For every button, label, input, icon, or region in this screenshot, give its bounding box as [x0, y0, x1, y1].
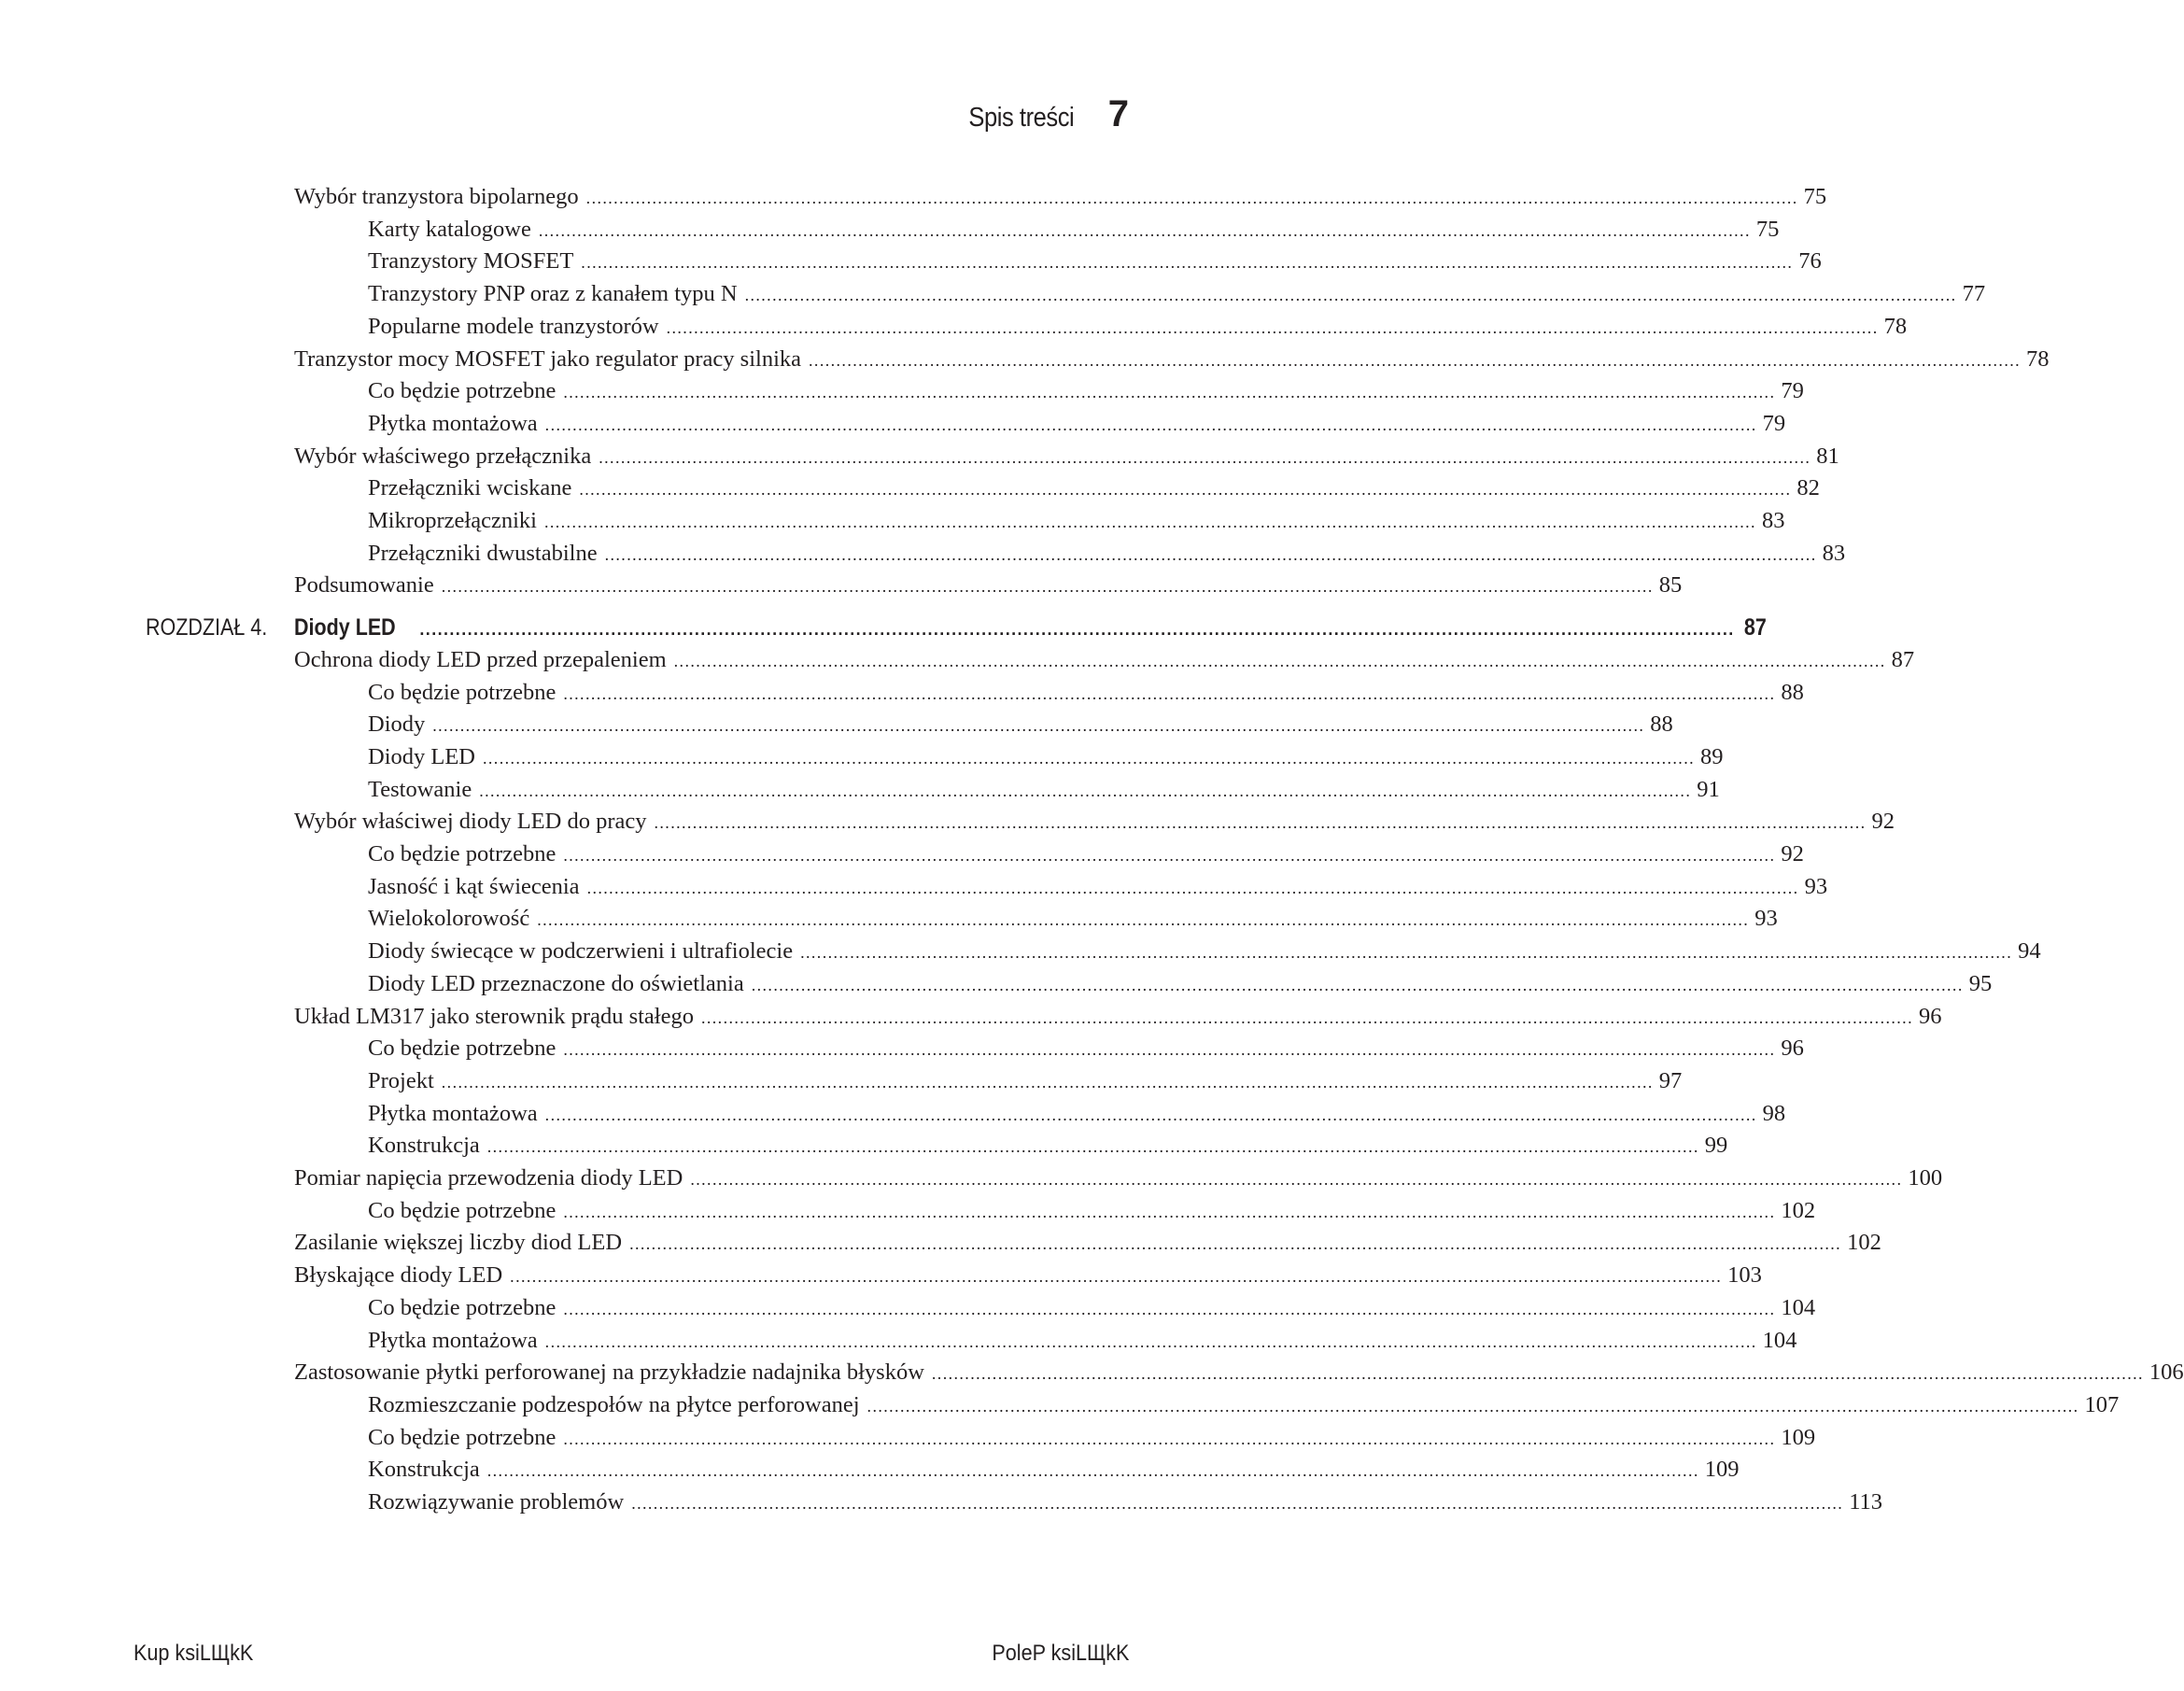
toc-subsection[interactable] [368, 1035, 1804, 1064]
dot-leader: ............................................................................................................................................................................................................................ [800, 943, 2013, 963]
dot-leader: ............................................................................................................................................................................................................................ [931, 1364, 2144, 1384]
toc-entry-title: Zasilanie większej liczby diod LED [294, 1230, 623, 1256]
toc-subsection[interactable] [368, 216, 1780, 245]
toc-section[interactable] [294, 1229, 1881, 1258]
toc-subsection[interactable] [368, 840, 1804, 869]
toc-entry-page: 89 [1700, 743, 1724, 769]
toc-entry-page: 94 [2018, 938, 2041, 965]
toc-entry-page: 109 [1781, 1424, 1816, 1450]
toc-section[interactable] [294, 571, 1683, 600]
toc-entry-title: Błyskające diody LED [294, 1262, 503, 1289]
toc-section[interactable] [294, 1359, 2184, 1388]
toc-section[interactable] [294, 1003, 1942, 1032]
dot-leader: ............................................................................................................................................................................................................................ [629, 1234, 1842, 1254]
toc-subsection[interactable] [368, 1424, 1816, 1453]
toc-entry-page: 92 [1871, 809, 1895, 835]
toc-subsection[interactable] [368, 1067, 1683, 1096]
toc-entry-title: Wybór tranzystora bipolarnego [294, 184, 579, 209]
toc-entry-page: 104 [1762, 1327, 1797, 1353]
toc-subsection[interactable] [368, 1327, 1797, 1356]
page-header [954, 93, 1129, 135]
toc-subsection[interactable] [368, 1197, 1816, 1226]
toc-entry-title: Rozwiązywanie problemów [368, 1489, 625, 1515]
dot-leader: ............................................................................................................................................................................................................................ [543, 513, 1756, 531]
dot-leader: ............................................................................................................................................................................................................................ [867, 1396, 2079, 1416]
toc-subsection[interactable] [368, 743, 1724, 772]
dot-leader: ............................................................................................................................................................................................................................ [585, 189, 1798, 207]
dot-leader: ............................................................................................................................................................................................................................ [654, 813, 1867, 833]
toc-subsection[interactable] [368, 507, 1785, 536]
dot-leader: ............................................................................................................................................................................................................................ [441, 577, 1654, 597]
toc-entry-page: 92 [1781, 841, 1804, 867]
dot-leader: ............................................................................................................................................................................................................................ [581, 253, 1794, 273]
toc-section[interactable] [294, 646, 1915, 675]
toc-subsection[interactable] [368, 873, 1828, 902]
buy-book-link[interactable]: Kup ksiLЩkK [134, 1641, 254, 1666]
dot-leader: ............................................................................................................................................................................................................................ [483, 748, 1695, 768]
toc-entry-title: Co będzie potrzebne [368, 1036, 557, 1062]
dot-leader: ............................................................................................................................................................................................................................ [744, 286, 1957, 305]
toc-entry-title: Płytka montażowa [368, 1327, 538, 1353]
toc-entry-title: Co będzie potrzebne [368, 1197, 557, 1223]
toc-entry-page: 83 [1761, 508, 1785, 533]
toc-entry-title: Co będzie potrzebne [368, 841, 557, 867]
toc-entry-page: 75 [1755, 216, 1780, 242]
toc-subsection[interactable] [368, 474, 1820, 503]
toc-entry-page: 75 [1803, 184, 1827, 209]
toc-section[interactable] [294, 443, 1839, 472]
toc-subsection[interactable] [368, 247, 1822, 276]
toc-entry-page: 83 [1822, 540, 1846, 566]
toc-entry-page: 85 [1658, 572, 1683, 599]
toc-entry-page: 79 [1762, 410, 1786, 436]
dot-leader: ............................................................................................................................................................................................................................ [510, 1267, 1723, 1287]
dot-leader: ............................................................................................................................................................................................................................ [563, 846, 1776, 865]
toc-entry-page: 113 [1849, 1489, 1883, 1515]
toc-entry-title: Co będzie potrzebne [368, 1294, 557, 1320]
toc-entry-page: 100 [1908, 1165, 1943, 1191]
toc-section[interactable] [294, 1164, 1943, 1193]
toc-entry-title: Konstrukcja [368, 1457, 480, 1483]
page-number: 7 [1107, 93, 1129, 134]
dot-leader: ............................................................................................................................................................................................................................ [809, 350, 2022, 370]
toc-entry-title: Zastosowanie płytki perforowanej na przykładzie nadajnika błysków [294, 1360, 924, 1386]
toc-entry-page: 87 [1743, 614, 1767, 641]
dot-leader: ............................................................................................................................................................................................................................ [537, 910, 1750, 930]
toc-entry-title: Rozmieszczanie podzespołów na płytce perforowanej [368, 1391, 860, 1417]
toc-section[interactable] [294, 808, 1895, 837]
toc-entry-title: Płytka montażowa [368, 410, 538, 436]
dot-leader: ............................................................................................................................................................................................................................ [441, 1072, 1654, 1092]
toc-entry-title: Tranzystory MOSFET [368, 248, 574, 275]
toc-entry-page: 102 [1847, 1230, 1881, 1256]
running-title: Spis treści [968, 103, 1075, 133]
dot-leader: ............................................................................................................................................................................................................................ [538, 220, 1751, 240]
dot-leader: ............................................................................................................................................................................................................................ [563, 683, 1776, 703]
toc-entry-title: Wybór właściwej diody LED do pracy [294, 809, 647, 835]
chapter-label: ROZDZIAŁ 4. [146, 614, 268, 641]
toc-subsection[interactable] [368, 679, 1804, 708]
recommend-book-link[interactable]: PoleP ksiLЩkK [991, 1641, 1129, 1666]
toc-entry-title: Popularne modele tranzystorów [368, 313, 659, 339]
toc-entry-page: 78 [2026, 345, 2050, 372]
toc-entry-title: Co będzie potrzebne [368, 1424, 557, 1450]
toc-entry-page: 103 [1727, 1262, 1762, 1289]
toc-subsection[interactable] [368, 1488, 1883, 1517]
toc-entry-title: Mikroprzełączniki [368, 508, 537, 533]
dot-leader: ............................................................................................................................................................................................................................ [690, 1170, 1903, 1189]
toc-chapter[interactable] [294, 613, 1767, 643]
toc-entry-page: 106 [2149, 1360, 2184, 1386]
toc-entry-page: 96 [1781, 1036, 1804, 1062]
toc-entry-title: Ochrona diody LED przed przepaleniem [294, 646, 667, 672]
toc-subsection[interactable] [368, 1391, 2120, 1420]
toc-entry-page: 107 [2084, 1391, 2120, 1417]
toc-section[interactable] [294, 345, 2050, 374]
dot-leader: ............................................................................................................................................................................................................................ [544, 1105, 1757, 1124]
toc-entry-title: Układ LM317 jako sterownik prądu stałego [294, 1003, 694, 1029]
toc-entry-page: 81 [1816, 443, 1839, 469]
toc-entry-title: Tranzystory PNP oraz z kanałem typu N [368, 281, 738, 307]
toc-entry-title: Płytka montażowa [368, 1100, 538, 1126]
dot-leader: ............................................................................................................................................................................................................................ [673, 651, 1886, 670]
toc-entry-page: 95 [1968, 970, 1993, 996]
toc-entry-title: Co będzie potrzebne [368, 679, 557, 705]
toc-entry-title: Karty katalogowe [368, 216, 531, 242]
toc-entry-title: Diody LED [368, 743, 475, 769]
dot-leader: ............................................................................................................................................................................................................................ [544, 415, 1757, 434]
toc-entry-title: Diody świecące w podczerwieni i ultrafiolecie [368, 938, 794, 965]
toc-subsection[interactable] [368, 540, 1846, 569]
toc-entry-page: 102 [1781, 1197, 1816, 1223]
dot-leader: ............................................................................................................................................................................................................................ [599, 447, 1811, 467]
toc-subsection[interactable] [368, 1100, 1786, 1129]
toc-entry-page: 76 [1798, 248, 1822, 275]
toc-subsection[interactable] [368, 776, 1720, 805]
dot-leader: ............................................................................................................................................................................................................................ [751, 975, 1964, 994]
toc-entry-title: Jasność i kąt świecenia [368, 873, 580, 899]
toc-entry-title: Diody LED [294, 614, 396, 641]
toc-entry-page: 96 [1918, 1003, 1942, 1029]
dot-leader: ............................................................................................................................................................................................................................ [486, 1137, 1699, 1157]
toc-subsection[interactable] [368, 1132, 1728, 1161]
dot-leader: ............................................................................................................................................................................................................................ [586, 878, 1799, 897]
toc-entry-page: 87 [1891, 646, 1915, 672]
toc-entry-page: 78 [1883, 313, 1908, 339]
dot-leader: ............................................................................................................................................................................................................................ [700, 1008, 1913, 1027]
dot-leader: ............................................................................................................................................................................................................................ [563, 1299, 1776, 1318]
toc-entry-page: 109 [1704, 1457, 1740, 1483]
toc-subsection[interactable] [368, 1294, 1816, 1323]
dot-leader: ............................................................................................................................................................................................................................ [479, 781, 1692, 800]
toc-section[interactable] [294, 183, 1827, 212]
dot-leader: ............................................................................................................................................................................................................................ [563, 383, 1776, 402]
dot-leader: ............................................................................................................................................................................................................................ [563, 1202, 1776, 1221]
toc-entry-title: Konstrukcja [368, 1133, 480, 1159]
toc-entry-page: 88 [1781, 679, 1804, 705]
toc-entry-page: 93 [1754, 906, 1778, 932]
toc-subsection[interactable] [368, 280, 1986, 309]
dot-leader: ............................................................................................................................................................................................................................ [432, 716, 1645, 736]
dot-leader: ............................................................................................................................................................................................................................ [486, 1461, 1699, 1481]
toc-entry-page: 97 [1658, 1067, 1683, 1093]
toc-entry-page: 77 [1962, 281, 1986, 307]
dot-leader: ............................................................................................................................................................................................................................ [544, 1332, 1757, 1351]
toc-subsection[interactable] [368, 377, 1804, 406]
toc-entry-title: Projekt [368, 1067, 434, 1093]
toc-subsection[interactable] [368, 905, 1778, 934]
toc-entry-title: Przełączniki wciskane [368, 475, 572, 501]
toc-entry-title: Testowanie [368, 776, 472, 802]
toc-entry-page: 98 [1762, 1100, 1786, 1126]
toc-entry-page: 93 [1804, 873, 1828, 899]
toc-entry-page: 99 [1704, 1133, 1728, 1159]
toc-entry-title: Diody LED przeznaczone do oświetlania [368, 970, 744, 996]
dot-leader: ............................................................................................................................................................................................................................ [666, 317, 1879, 337]
toc-subsection[interactable] [368, 711, 1673, 740]
dot-leader: ............................................................................................................................................................................................................................ [604, 544, 1817, 564]
toc-entry-title: Tranzystor mocy MOSFET jako regulator pracy silnika [294, 345, 802, 372]
toc-entry-page: 79 [1781, 378, 1804, 404]
toc-entry-page: 91 [1697, 776, 1720, 802]
dot-leader: ............................................................................................................................................................................................................................ [579, 480, 1792, 500]
toc-entry-title: Przełączniki dwustabilne [368, 540, 598, 566]
toc-section[interactable] [294, 1261, 1762, 1290]
toc-subsection[interactable] [368, 970, 1993, 999]
toc-subsection[interactable] [368, 1456, 1740, 1485]
toc-entry-title: Co będzie potrzebne [368, 378, 557, 404]
toc-subsection[interactable] [368, 410, 1786, 439]
toc-entry-title: Podsumowanie [294, 572, 434, 599]
toc-entry-title: Diody [368, 712, 426, 738]
dot-leader: ............................................................................................................................................................................................................................ [631, 1494, 1844, 1513]
toc-subsection[interactable] [368, 313, 1908, 342]
toc-subsection[interactable] [368, 937, 2041, 966]
dot-leader: ............................................................................................................................................................................................................................ [419, 620, 1735, 640]
dot-leader: ............................................................................................................................................................................................................................ [563, 1040, 1776, 1060]
toc-entry-title: Wielokolorowość [368, 906, 530, 932]
toc-entry-page: 88 [1650, 712, 1673, 738]
dot-leader: ............................................................................................................................................................................................................................ [563, 1429, 1776, 1448]
toc-entry-page: 82 [1797, 475, 1820, 501]
toc-entry-title: Wybór właściwego przełącznika [294, 443, 592, 469]
toc-entry-page: 104 [1781, 1294, 1816, 1320]
toc-entry-title: Pomiar napięcia przewodzenia diody LED [294, 1165, 683, 1191]
